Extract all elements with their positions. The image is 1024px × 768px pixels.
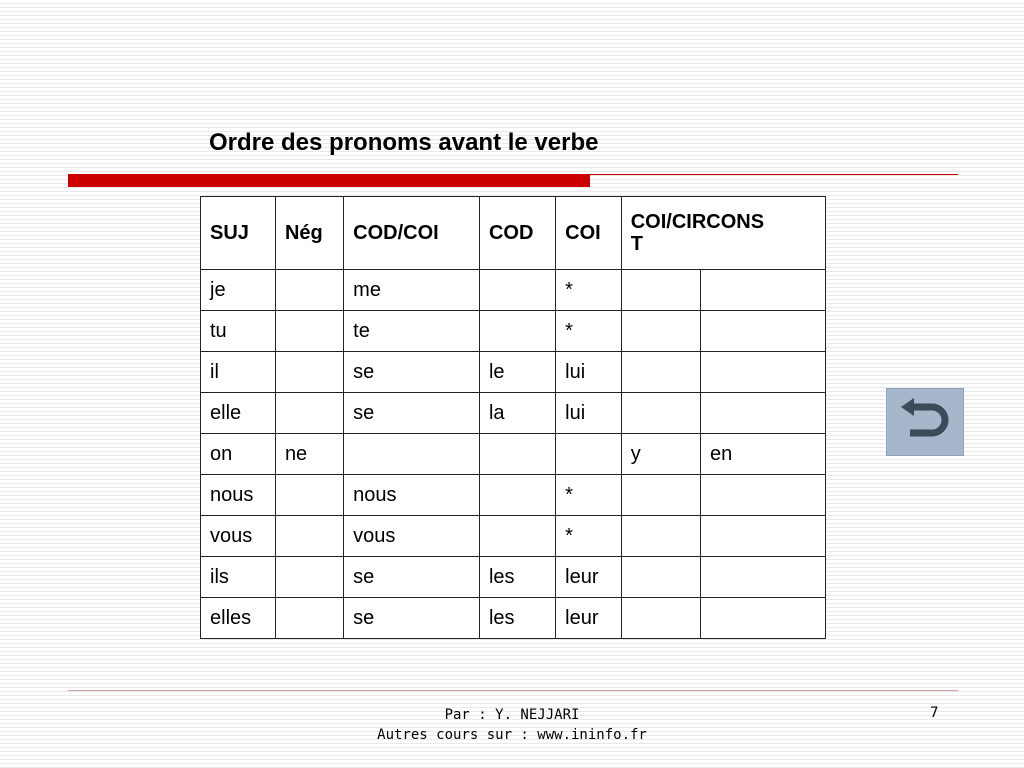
table-cell: ils xyxy=(201,557,276,598)
table-cell xyxy=(701,270,826,311)
table-cell xyxy=(479,311,555,352)
table-cell: les xyxy=(479,557,555,598)
table-row xyxy=(201,393,826,434)
footer-courses-link-text: Autres cours sur : www.ininfo.fr xyxy=(377,727,647,743)
table-cell xyxy=(275,516,343,557)
footer xyxy=(0,705,1024,745)
table-row xyxy=(201,270,826,311)
table-cell xyxy=(275,475,343,516)
pronoun-order-table xyxy=(200,196,826,639)
table-cell xyxy=(275,557,343,598)
table-cell: ne xyxy=(275,434,343,475)
footer-divider-line xyxy=(68,690,958,691)
table-cell: tu xyxy=(201,311,276,352)
table-cell: vous xyxy=(344,516,480,557)
table-cell: se xyxy=(344,598,480,639)
table-row xyxy=(201,434,826,475)
table-cell xyxy=(701,311,826,352)
header-suj: SUJ xyxy=(201,197,276,270)
table-cell: on xyxy=(201,434,276,475)
return-arrow-icon xyxy=(897,398,953,446)
back-button[interactable] xyxy=(886,388,964,456)
table-cell xyxy=(621,311,700,352)
table-cell: le xyxy=(479,352,555,393)
table-cell: te xyxy=(344,311,480,352)
table-cell xyxy=(621,393,700,434)
table-cell xyxy=(275,598,343,639)
header-cod: COD xyxy=(479,197,555,270)
table-row xyxy=(201,311,826,352)
table-cell: * xyxy=(556,270,622,311)
table-cell xyxy=(479,475,555,516)
table-cell: elles xyxy=(201,598,276,639)
table-cell xyxy=(275,352,343,393)
table-cell: la xyxy=(479,393,555,434)
table-cell xyxy=(621,352,700,393)
table-cell: leur xyxy=(556,598,622,639)
table-cell: se xyxy=(344,352,480,393)
table-body xyxy=(201,270,826,639)
table-cell xyxy=(479,434,555,475)
table-cell: se xyxy=(344,557,480,598)
footer-author: Par : Y. NEJJARI xyxy=(444,707,580,723)
table-cell xyxy=(275,393,343,434)
header-coi-circonst: COI/CIRCONS T xyxy=(621,197,825,270)
table-cell: nous xyxy=(344,475,480,516)
table-cell: lui xyxy=(556,393,622,434)
table-cell xyxy=(701,393,826,434)
header-neg: Nég xyxy=(275,197,343,270)
table-row xyxy=(201,557,826,598)
table-cell xyxy=(621,598,700,639)
table-cell xyxy=(701,475,826,516)
table-header-row xyxy=(201,197,826,270)
table-cell: je xyxy=(201,270,276,311)
header-coi: COI xyxy=(556,197,622,270)
table-cell xyxy=(344,434,480,475)
table-cell xyxy=(701,352,826,393)
table-row xyxy=(201,352,826,393)
table-cell xyxy=(701,516,826,557)
table-cell xyxy=(701,557,826,598)
table-cell: nous xyxy=(201,475,276,516)
table-cell xyxy=(479,516,555,557)
table-cell: elle xyxy=(201,393,276,434)
table-cell: y xyxy=(621,434,700,475)
table-cell: lui xyxy=(556,352,622,393)
table-cell xyxy=(621,557,700,598)
table-cell: leur xyxy=(556,557,622,598)
table-row xyxy=(201,475,826,516)
table-cell xyxy=(556,434,622,475)
table-cell: * xyxy=(556,516,622,557)
table-cell xyxy=(621,270,700,311)
page-number: 7 xyxy=(930,705,939,721)
table-cell: les xyxy=(479,598,555,639)
header-cod-coi: COD/COI xyxy=(344,197,480,270)
table-cell: vous xyxy=(201,516,276,557)
table-cell xyxy=(479,270,555,311)
title-accent-bar xyxy=(68,175,590,187)
table-row xyxy=(201,516,826,557)
slide-title: Ordre des pronoms avant le verbe xyxy=(209,129,599,156)
table-cell: me xyxy=(344,270,480,311)
table-cell: * xyxy=(556,475,622,516)
table-cell xyxy=(275,270,343,311)
table-cell: * xyxy=(556,311,622,352)
table-cell xyxy=(621,516,700,557)
table-row xyxy=(201,598,826,639)
table-cell: il xyxy=(201,352,276,393)
table-cell: en xyxy=(701,434,826,475)
table-cell xyxy=(701,598,826,639)
table-cell xyxy=(621,475,700,516)
table-cell: se xyxy=(344,393,480,434)
table-cell xyxy=(275,311,343,352)
